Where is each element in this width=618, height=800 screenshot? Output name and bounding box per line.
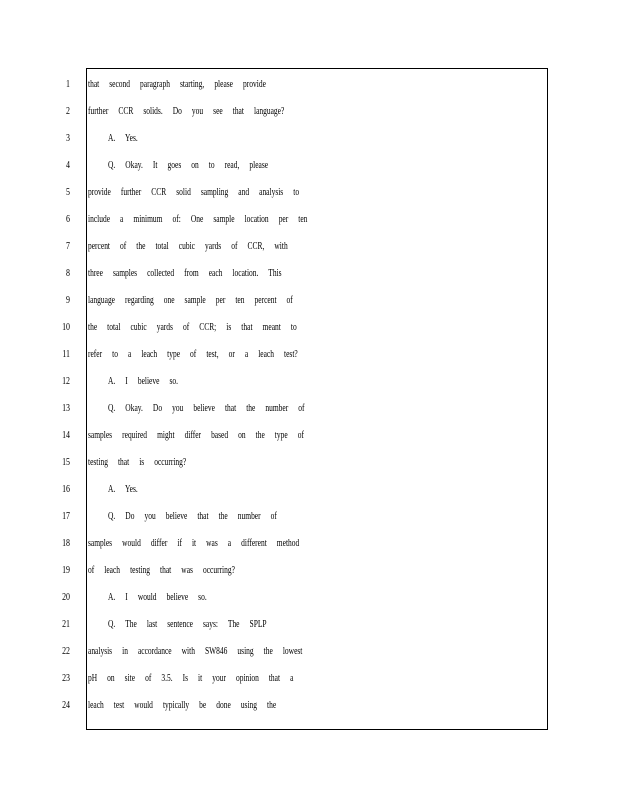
line-number: 24 <box>62 699 70 711</box>
line-text: language regarding one sample per ten percent of <box>88 294 293 306</box>
line-number: 21 <box>62 618 70 630</box>
line-number: 5 <box>66 186 70 198</box>
line-text: the total cubic yards of CCR; is that meant to <box>88 321 297 333</box>
line-number: 16 <box>62 483 70 495</box>
line-text: three samples collected from each location. This <box>88 267 282 279</box>
transcript-line <box>0 395 618 422</box>
line-number: 19 <box>62 564 70 576</box>
line-number: 10 <box>62 321 70 333</box>
transcript-line <box>0 422 618 449</box>
line-text: testing that is occurring? <box>88 456 187 468</box>
line-text: Q. Do you believe that the number of <box>108 510 277 522</box>
transcript-line <box>0 557 618 584</box>
transcript-line <box>0 530 618 557</box>
line-number: 6 <box>66 213 70 225</box>
line-number: 11 <box>62 348 70 360</box>
transcript-line <box>0 368 618 395</box>
transcript-line <box>0 233 618 260</box>
line-text: analysis in accordance with SW846 using the lowest <box>88 645 303 657</box>
line-text: refer to a leach type of test, or a leach test? <box>88 348 298 360</box>
transcript-line <box>0 179 618 206</box>
line-number: 22 <box>62 645 70 657</box>
transcript-line <box>0 98 618 125</box>
line-text: that second paragraph starting, please provide <box>88 78 266 90</box>
line-number: 14 <box>62 429 70 441</box>
line-text: include a minimum of: One sample location per ten <box>88 213 308 225</box>
line-text: provide further CCR solid sampling and analysis to <box>88 186 300 198</box>
line-number: 7 <box>66 240 70 252</box>
line-number: 4 <box>66 159 70 171</box>
line-number: 18 <box>62 537 70 549</box>
line-text: Q. Okay. Do you believe that the number of <box>108 402 305 414</box>
line-number: 15 <box>62 456 70 468</box>
line-number: 20 <box>62 591 70 603</box>
line-number: 8 <box>66 267 70 279</box>
line-text: pH on site of 3.5. Is it your opinion that a <box>88 672 294 684</box>
transcript-line <box>0 71 618 98</box>
line-text: Q. Okay. It goes on to read, please <box>108 159 269 171</box>
line-number: 1 <box>66 78 70 90</box>
transcript-line <box>0 611 618 638</box>
line-text: percent of the total cubic yards of CCR, with <box>88 240 288 252</box>
transcript-line <box>0 152 618 179</box>
line-number: 12 <box>62 375 70 387</box>
transcript-line <box>0 584 618 611</box>
line-number: 3 <box>66 132 70 144</box>
transcript-line <box>0 665 618 692</box>
line-number: 9 <box>66 294 70 306</box>
line-text: A. Yes. <box>108 132 138 144</box>
transcript-line <box>0 476 618 503</box>
line-text: samples required might differ based on the type of <box>88 429 304 441</box>
transcript-line <box>0 206 618 233</box>
transcript-line <box>0 260 618 287</box>
line-text: samples would differ if it was a different method <box>88 537 300 549</box>
transcript-line <box>0 503 618 530</box>
transcript-line <box>0 314 618 341</box>
transcript-line <box>0 287 618 314</box>
line-number: 13 <box>62 402 70 414</box>
transcript-line <box>0 125 618 152</box>
transcript-line <box>0 341 618 368</box>
line-number: 2 <box>66 105 70 117</box>
transcript-line <box>0 692 618 719</box>
line-text: further CCR solids. Do you see that language? <box>88 105 285 117</box>
line-number: 23 <box>62 672 70 684</box>
line-text: A. I believe so. <box>108 375 178 387</box>
line-text: A. I would believe so. <box>108 591 207 603</box>
transcript-line <box>0 638 618 665</box>
line-text: of leach testing that was occurring? <box>88 564 235 576</box>
line-text: A. Yes. <box>108 483 138 495</box>
line-number: 17 <box>62 510 70 522</box>
line-text: Q. The last sentence says: The SPLP <box>108 618 267 630</box>
transcript-line <box>0 449 618 476</box>
line-text: leach test would typically be done using the <box>88 699 277 711</box>
